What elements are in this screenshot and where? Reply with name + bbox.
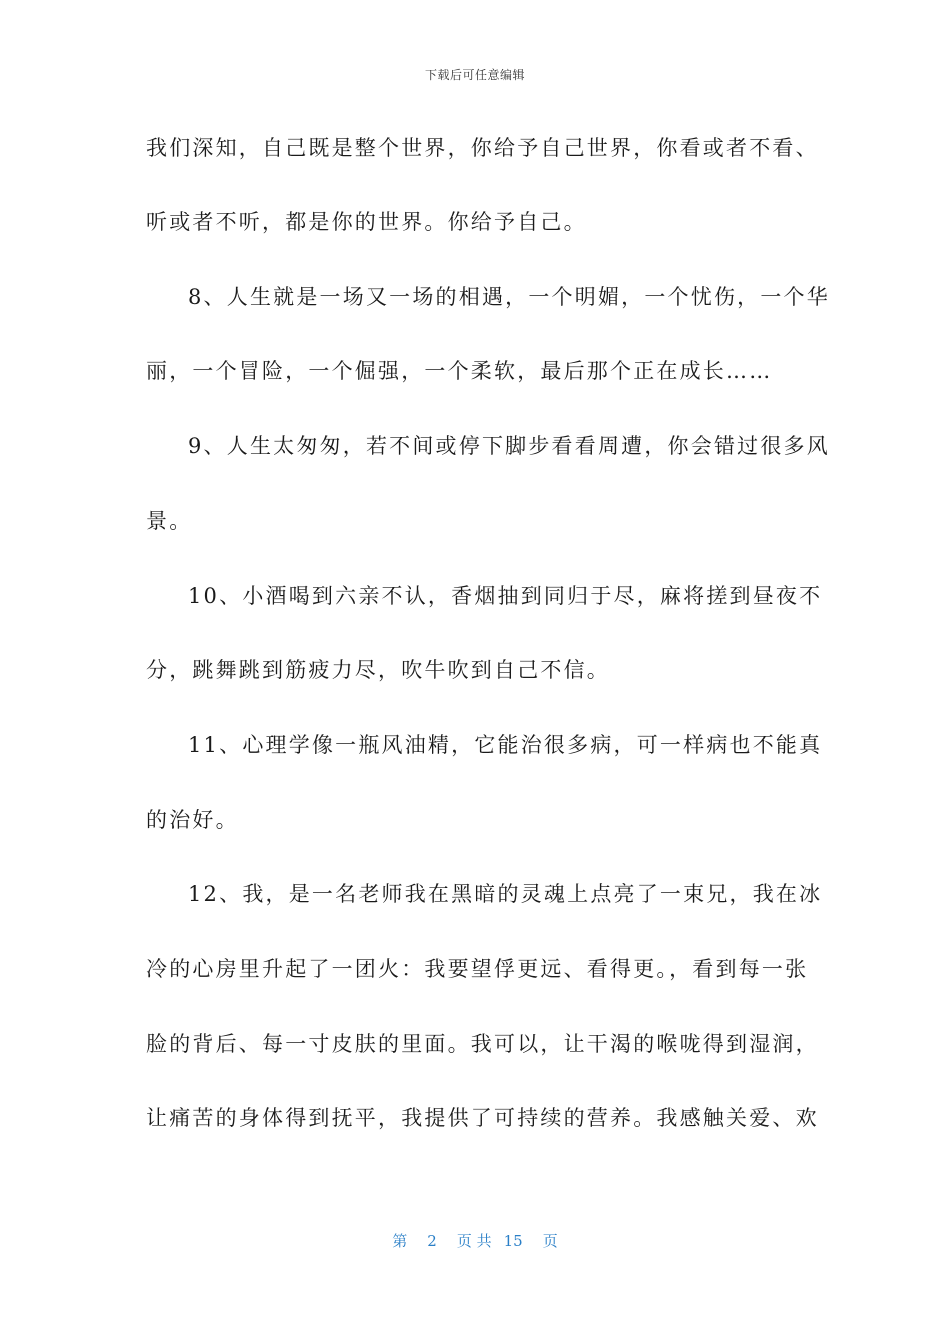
body-line: 景。: [146, 509, 193, 533]
body-line: 10、小酒喝到六亲不认，香烟抽到同归于尽，麻将搓到昼夜不: [188, 584, 823, 608]
page-header: 下载后可任意编辑: [424, 68, 525, 82]
body-line: 11、心理学像一瓶风油精，它能治很多病，可一样病也不能真: [188, 733, 823, 757]
page-footer: [0, 1230, 950, 1251]
body-line: 让痛苦的身体得到抚平，我提供了可持续的营养。我感触关爱、欢: [146, 1106, 819, 1130]
footer-page-number: 2: [427, 1232, 437, 1250]
body-line: 12、我，是一名老师我在黑暗的灵魂上点亮了一束兄，我在冰: [188, 882, 823, 906]
body-line: 9、人生太匆匆，若不间或停下脚步看看周遭，你会错过很多风: [188, 434, 830, 458]
body-line: 我们深知，自己既是整个世界，你给予自己世界，你看或者不看、: [146, 136, 819, 160]
body-line: 分，跳舞跳到筋疲力尽，吹牛吹到自己不信。: [146, 658, 610, 682]
body-line: 听或者不听，都是你的世界。你给予自己。: [146, 210, 587, 234]
footer-prefix: 第: [392, 1232, 408, 1250]
body-line: 的治好。: [146, 808, 239, 832]
footer-total-pages: 15: [503, 1232, 523, 1250]
body-line: 8、人生就是一场又一场的相遇，一个明媚，一个忧伤，一个华: [188, 285, 830, 309]
body-line: 脸的背后、每一寸皮肤的里面。我可以，让干渴的喉咙得到湿润，: [146, 1032, 819, 1056]
body-line: 丽，一个冒险，一个倔强，一个柔软，最后那个正在成长……: [146, 359, 773, 383]
footer-suffix: 页: [542, 1232, 558, 1250]
body-line: 冷的心房里升起了一团火：我要望俘更远、看得更。，看到每一张: [146, 957, 809, 981]
footer-middle: 页 共: [456, 1232, 492, 1250]
